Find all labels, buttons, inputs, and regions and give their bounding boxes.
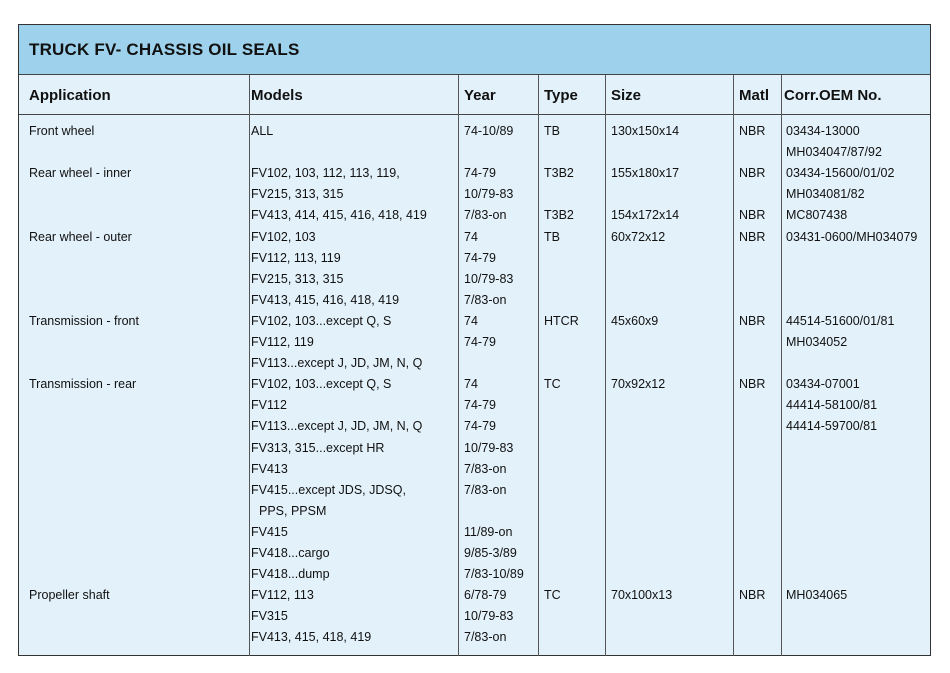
cell-oem: MH034081/82 xyxy=(786,187,865,202)
cell-type: TC xyxy=(544,377,561,392)
cell-models: FV313, 315...except HR xyxy=(251,440,385,455)
cell-models: FV413, 415, 416, 418, 419 xyxy=(251,292,400,307)
cell-year: 11/89-on xyxy=(464,524,513,539)
cell-matl: NBR xyxy=(739,377,766,392)
cell-models: FV112 xyxy=(251,398,287,413)
cell-size: 154x172x14 xyxy=(611,208,680,223)
cell-oem: 03434-07001 xyxy=(786,377,860,392)
cell-application: Rear wheel - outer xyxy=(29,229,132,244)
cell-application: Front wheel xyxy=(29,124,95,138)
cell-year: 10/79-83 xyxy=(464,440,514,455)
cell-models: FV315 xyxy=(251,609,288,624)
cell-models: FV102, 103 xyxy=(251,229,316,244)
cell-models: FV113...except J, JD, JM, N, Q xyxy=(251,356,423,371)
cell-size: 45x60x9 xyxy=(611,313,659,328)
cell-models: FV102, 103, 112, 113, 119, xyxy=(251,166,400,181)
cell-oem: MH034047/87/92 xyxy=(786,145,882,160)
cell-models: FV418...dump xyxy=(251,567,330,582)
cell-year: 6/78-79 xyxy=(464,588,507,603)
cell-year: 74-79 xyxy=(464,398,496,413)
cell-year: 7/83-on xyxy=(464,208,507,223)
cell-models: FV112, 119 xyxy=(251,335,314,349)
cell-models: FV418...cargo xyxy=(251,546,330,560)
cell-year: 7/83-on xyxy=(464,292,507,307)
cell-type: TC xyxy=(544,588,561,603)
cell-models: FV413, 415, 418, 419 xyxy=(251,630,372,645)
cell-matl: NBR xyxy=(739,313,766,328)
cell-year: 7/83-on xyxy=(464,482,507,497)
cell-application: Rear wheel - inner xyxy=(29,166,132,181)
page-title: TRUCK FV- CHASSIS OIL SEALS xyxy=(29,40,300,59)
cell-size: 70x92x12 xyxy=(611,377,666,392)
header-oem: Corr.OEM No. xyxy=(784,87,882,104)
column-divider xyxy=(538,75,539,656)
table-header xyxy=(19,75,930,115)
cell-models: FV413, 414, 415, 416, 418, 419 xyxy=(251,208,427,223)
cell-size: 130x150x14 xyxy=(611,124,680,138)
cell-year: 74 xyxy=(464,377,478,392)
cell-models: FV113...except J, JD, JM, N, Q xyxy=(251,419,423,434)
cell-size: 70x100x13 xyxy=(611,588,673,603)
cell-year: 10/79-83 xyxy=(464,609,514,624)
cell-year: 74 xyxy=(464,229,478,244)
cell-matl: NBR xyxy=(739,229,766,244)
cell-models: FV415 xyxy=(251,524,288,539)
cell-matl: NBR xyxy=(739,588,766,603)
cell-year: 9/85-3/89 xyxy=(464,546,517,560)
cell-models: FV415...except JDS, JDSQ, xyxy=(251,482,406,497)
cell-models: PPS, PPSM xyxy=(259,503,327,518)
cell-oem: 03434-13000 xyxy=(786,124,860,138)
cell-models: FV112, 113 xyxy=(251,588,314,603)
cell-oem: 03434-15600/01/02 xyxy=(786,166,895,181)
cell-year: 74-10/89 xyxy=(464,124,514,138)
column-divider xyxy=(458,75,459,656)
cell-type: TB xyxy=(544,229,560,244)
cell-models: FV215, 313, 315 xyxy=(251,271,344,286)
cell-year: 74-79 xyxy=(464,335,496,349)
cell-year: 74 xyxy=(464,313,478,328)
column-divider xyxy=(781,75,782,656)
cell-matl: NBR xyxy=(739,208,766,223)
column-divider xyxy=(605,75,606,656)
cell-year: 7/83-on xyxy=(464,461,507,476)
cell-year: 74-79 xyxy=(464,166,496,181)
cell-type: T3B2 xyxy=(544,166,574,181)
cell-year: 74-79 xyxy=(464,419,496,434)
header-type: Type xyxy=(544,87,578,104)
cell-application: Propeller shaft xyxy=(29,588,110,603)
cell-year: 10/79-83 xyxy=(464,271,514,286)
cell-models: FV112, 113, 119 xyxy=(251,250,341,265)
header-models: Models xyxy=(251,87,303,104)
header-matl: Matl xyxy=(739,87,769,104)
cell-oem: MH034052 xyxy=(786,335,848,349)
cell-oem: 44414-59700/81 xyxy=(786,419,878,434)
title-bar xyxy=(19,25,930,75)
column-divider xyxy=(249,75,250,656)
cell-models: FV215, 313, 315 xyxy=(251,187,344,202)
cell-models: FV102, 103...except Q, S xyxy=(251,377,392,392)
cell-size: 155x180x17 xyxy=(611,166,680,181)
oil-seal-table xyxy=(18,24,931,656)
cell-type: T3B2 xyxy=(544,208,574,223)
cell-year: 7/83-10/89 xyxy=(464,567,524,582)
cell-year: 7/83-on xyxy=(464,630,507,645)
cell-year: 74-79 xyxy=(464,250,496,265)
cell-application: Transmission - rear xyxy=(29,377,137,392)
cell-oem: 44414-58100/81 xyxy=(786,398,878,413)
header-year: Year xyxy=(464,87,496,104)
header-size: Size xyxy=(611,87,642,104)
cell-matl: NBR xyxy=(739,124,766,138)
cell-models: FV102, 103...except Q, S xyxy=(251,313,392,328)
cell-oem: MC807438 xyxy=(786,208,848,223)
cell-oem: 03431-0600/MH034079 xyxy=(786,229,918,244)
cell-matl: NBR xyxy=(739,166,766,181)
cell-models: FV413 xyxy=(251,461,288,476)
cell-type: TB xyxy=(544,124,560,138)
cell-size: 60x72x12 xyxy=(611,229,666,244)
cell-models: ALL xyxy=(251,124,274,138)
cell-oem: 44514-51600/01/81 xyxy=(786,313,895,328)
header-application: Application xyxy=(29,87,111,104)
cell-application: Transmission - front xyxy=(29,313,139,328)
cell-oem: MH034065 xyxy=(786,588,848,603)
cell-year: 10/79-83 xyxy=(464,187,514,202)
cell-type: HTCR xyxy=(544,313,579,328)
column-divider xyxy=(733,75,734,656)
